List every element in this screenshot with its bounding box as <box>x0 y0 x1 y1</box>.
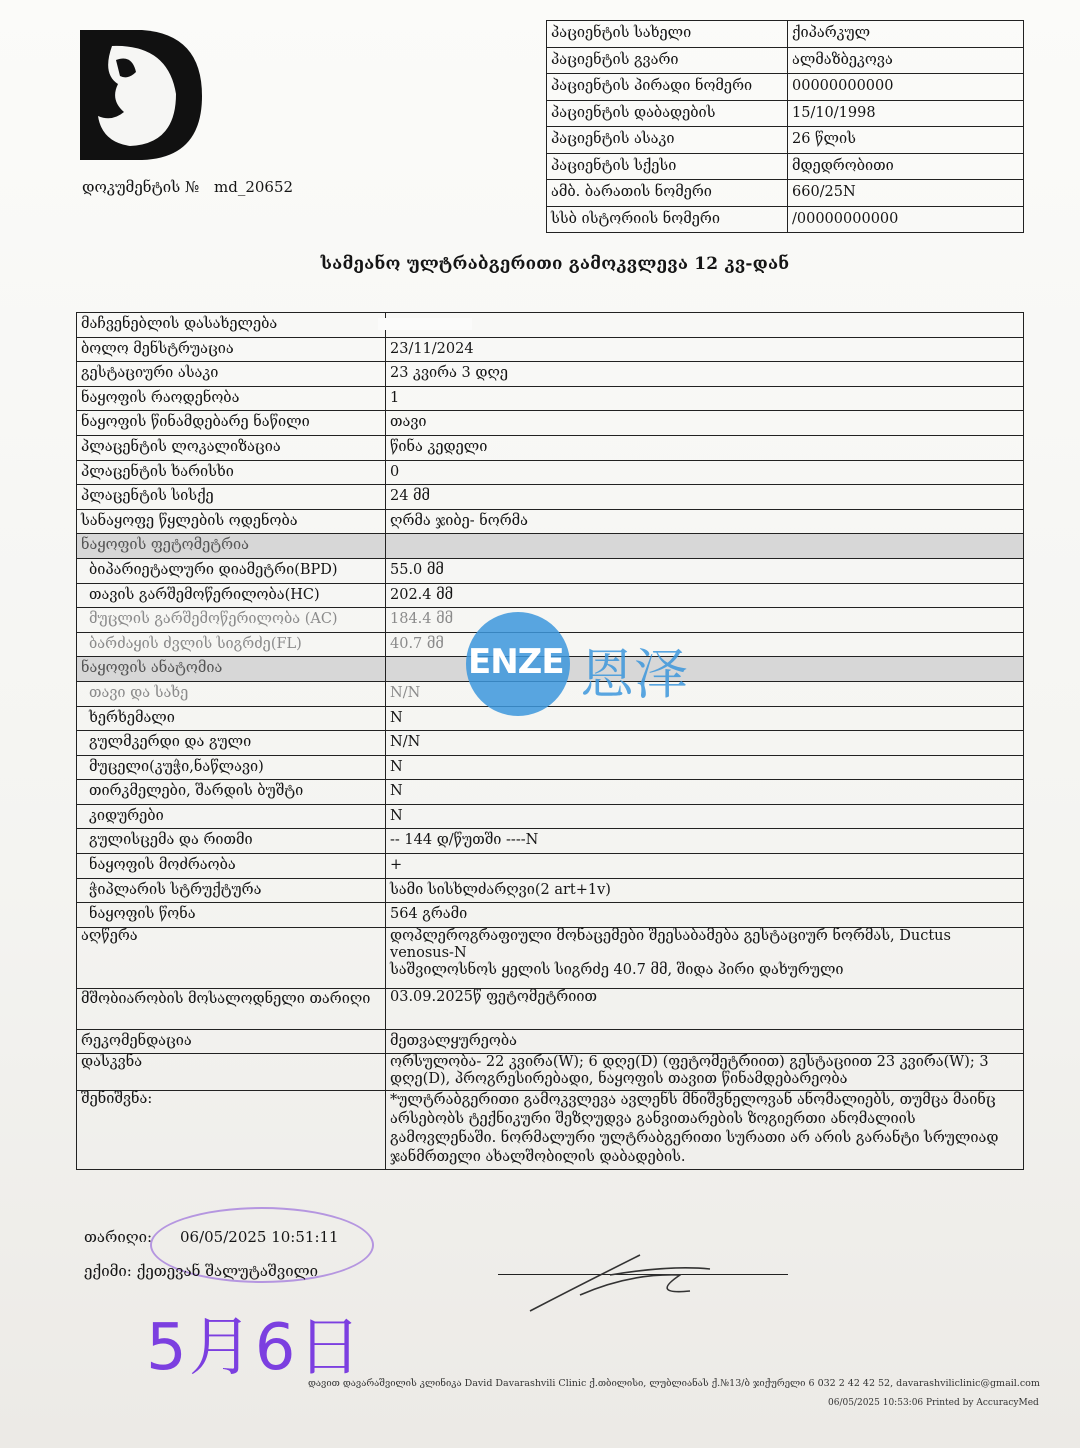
measurement-value: 1 <box>386 386 1024 411</box>
description-line2: საშვილოსნოს ყელის სიგრძე 40.7 მმ, შიდა პირი დახურული <box>390 961 844 978</box>
measurement-row <box>77 509 1024 534</box>
document-number-label: დოკუმენტის № <box>82 178 200 196</box>
doctor-name: ექიმი: ქეთევან შალუტაშვილი <box>84 1262 318 1280</box>
measurement-value: წინა კედელი <box>386 435 1024 460</box>
note-label: შენიშვნა: <box>77 1091 386 1170</box>
measurement-value: 23/11/2024 <box>386 337 1024 362</box>
recommendation-value: მეთვალყურეობა <box>386 1029 1024 1054</box>
measurement-value: 0 <box>386 460 1024 485</box>
redaction-patch <box>378 318 472 330</box>
measurement-row <box>77 534 1024 559</box>
patient-row <box>547 74 1024 101</box>
report-datetime: 06/05/2025 10:51:11 <box>180 1228 339 1246</box>
description-label: აღწერა <box>77 927 386 988</box>
patient-field-label: ამბ. ბარათის ნომერი <box>547 180 788 207</box>
measurement-row <box>77 780 1024 805</box>
conclusion-value: ორსულობა- 22 კვირა(W); 6 დღე(D) (ფეტომეტრიით) გესტაციით 23 კვირა(W); 3 დღე(D), პროგრესირებადი, ნაყოფის თავით წინამდებარეობა <box>386 1054 1024 1091</box>
measurement-value: 40.7 მმ <box>386 632 1024 657</box>
measurement-label: ნაყოფის ფეტომეტრია <box>77 534 386 559</box>
measurement-label: თავის გარშემოწერილობა(HC) <box>77 583 386 608</box>
measurement-row <box>77 903 1024 928</box>
measurement-row <box>77 313 1024 338</box>
measurement-value: 184.4 მმ <box>386 608 1024 633</box>
enze-watermark <box>466 612 706 716</box>
note-value: *ულტრაბგერითი გამოკვლევა ავლენს მნიშვნელოვან ანომალიებს, თუმცა მაინც არსებობს ტექნიკური შეზღუდვა განვითარების ზოგიერთი ანომალიის გამოვლენაში. ნორმალური ულტრაბგერითი სურათი არ არის გარანტი სრულიად ჯანმრთელი ახალშობილის დაბადების. <box>386 1091 1024 1170</box>
measurement-value: N <box>386 755 1024 780</box>
date-label: თარიღი: <box>84 1228 153 1246</box>
due-date-row <box>77 988 1024 1029</box>
measurement-label: ნაყოფის რაოდენობა <box>77 386 386 411</box>
patient-row <box>547 127 1024 154</box>
patient-row <box>547 153 1024 180</box>
patient-field-value: 15/10/1998 <box>788 100 1024 127</box>
measurement-label: ნაყოფის მოძრაობა <box>77 854 386 879</box>
note-row <box>77 1091 1024 1170</box>
measurement-label: ბიპარიეტალური დიამეტრი(BPD) <box>77 558 386 583</box>
measurement-value: + <box>386 854 1024 879</box>
patient-info-table <box>546 20 1024 233</box>
measurement-row <box>77 755 1024 780</box>
measurement-row <box>77 362 1024 387</box>
measurement-label: თავი და სახე <box>77 681 386 706</box>
document-number <box>82 178 293 196</box>
measurement-label: კიდურები <box>77 804 386 829</box>
clinic-logo <box>72 24 207 164</box>
measurement-value: სამი სისხლძარღვი(2 art+1v) <box>386 878 1024 903</box>
measurement-label: პლაცენტის სისქე <box>77 485 386 510</box>
measurement-value: N <box>386 780 1024 805</box>
measurement-value: -- 144 დ/წუთში ----N <box>386 829 1024 854</box>
measurement-row <box>77 485 1024 510</box>
measurement-label: სანაყოფე წყლების ოდენობა <box>77 509 386 534</box>
patient-row <box>547 21 1024 48</box>
measurement-value: 55.0 მმ <box>386 558 1024 583</box>
measurement-value: N/N <box>386 731 1024 756</box>
patient-row <box>547 206 1024 233</box>
measurement-value: N/N <box>386 681 1024 706</box>
measurement-value: 564 გრამი <box>386 903 1024 928</box>
conclusion-row <box>77 1054 1024 1091</box>
patient-field-value: 00000000000 <box>788 74 1024 101</box>
patient-row <box>547 100 1024 127</box>
measurement-row <box>77 583 1024 608</box>
measurement-row <box>77 435 1024 460</box>
measurement-row <box>77 411 1024 436</box>
patient-field-value: მდედრობითი <box>788 153 1024 180</box>
measurement-value: 202.4 მმ <box>386 583 1024 608</box>
measurement-label: თირკმელები, შარდის ბუშტი <box>77 780 386 805</box>
measurement-row <box>77 854 1024 879</box>
patient-field-label: პაციენტის სქესი <box>547 153 788 180</box>
patient-field-value: /00000000000 <box>788 206 1024 233</box>
patient-row <box>547 47 1024 74</box>
report-title: სამეანო ულტრაბგერითი გამოკვლევა 12 კვ-დან <box>320 254 790 274</box>
measurement-value: 24 მმ <box>386 485 1024 510</box>
measurement-label: ბარძაყის ძვლის სიგრძე(FL) <box>77 632 386 657</box>
measurement-label: ნაყოფის ანატომია <box>77 657 386 682</box>
patient-field-label: სსბ ისტორიის ნომერი <box>547 206 788 233</box>
watermark-latin: ENZE <box>468 642 564 682</box>
patient-field-label: პაციენტის ასაკი <box>547 127 788 154</box>
description-row <box>77 927 1024 988</box>
handwritten-date-annotation: 5月6日 <box>146 1311 364 1385</box>
measurement-row <box>77 804 1024 829</box>
measurement-value: 23 კვირა 3 დღე <box>386 362 1024 387</box>
measurement-row <box>77 731 1024 756</box>
watermark-cn: 恩泽 <box>580 643 688 706</box>
patient-field-label: პაციენტის სახელი <box>547 21 788 48</box>
due-date-label: მშობიარობის მოსალოდნელი თარიღი <box>77 988 386 1029</box>
clinic-footer: დავით დავარაშვილის კლინიკა David Davarashvili Clinic ქ.თბილისი, ლუბლიანას ქ.№13/ბ ჯიქურელი 6 032 2 42 42 52, davarashviliclinic@gmail.com <box>308 1378 1040 1389</box>
measurements-table <box>76 312 1024 1170</box>
patient-field-label: პაციენტის დაბადების <box>547 100 788 127</box>
measurement-label: მაჩვენებლის დასახელება <box>77 313 386 338</box>
patient-row <box>547 180 1024 207</box>
signature-scribble <box>520 1245 720 1315</box>
due-date-value: 03.09.2025წ ფეტომეტრიით <box>386 988 1024 1029</box>
patient-field-value: ალმაზბეკოვა <box>788 47 1024 74</box>
measurement-value: N <box>386 804 1024 829</box>
measurement-row <box>77 558 1024 583</box>
measurement-label: მუცლის გარშემოწერილობა (AC) <box>77 608 386 633</box>
recommendation-label: რეკომენდაცია <box>77 1029 386 1054</box>
measurement-label: პლაცენტის ლოკალიზაცია <box>77 435 386 460</box>
measurement-label: მუცელი(კუჭი,ნაწლავი) <box>77 755 386 780</box>
print-stamp: 06/05/2025 10:53:06 Printed by AccuracyMed <box>828 1398 1039 1408</box>
patient-field-value: ქიპარკულ <box>788 21 1024 48</box>
measurement-label: ნაყოფის წინამდებარე ნაწილი <box>77 411 386 436</box>
measurement-value: თავი <box>386 411 1024 436</box>
measurement-label: ხერხემალი <box>77 706 386 731</box>
measurement-label: ჭიპლარის სტრუქტურა <box>77 878 386 903</box>
measurement-row <box>77 829 1024 854</box>
measurement-row <box>77 878 1024 903</box>
measurement-label: ნაყოფის წონა <box>77 903 386 928</box>
measurement-row <box>77 337 1024 362</box>
measurement-label: გესტაციური ასაკი <box>77 362 386 387</box>
measurement-label: ბოლო მენსტრუაცია <box>77 337 386 362</box>
measurement-row <box>77 386 1024 411</box>
measurement-value: N <box>386 706 1024 731</box>
measurement-label: გულმკერდი და გული <box>77 731 386 756</box>
description-line1: დოპლეროგრაფიული მონაცემები შეესაბამება გესტაციურ ნორმას, Ductus venosus-N <box>390 927 951 961</box>
patient-field-label: პაციენტის პირადი ნომერი <box>547 74 788 101</box>
conclusion-label: დასკვნა <box>77 1054 386 1091</box>
measurement-label: გულისცემა და რითმი <box>77 829 386 854</box>
measurement-value: ღრმა ჯიბე- ნორმა <box>386 509 1024 534</box>
patient-field-value: 660/25N <box>788 180 1024 207</box>
recommendation-row <box>77 1029 1024 1054</box>
measurement-row <box>77 460 1024 485</box>
measurement-value <box>386 313 1024 338</box>
patient-field-value: 26 წლის <box>788 127 1024 154</box>
measurement-value <box>386 534 1024 559</box>
document-number-value: md_20652 <box>214 178 294 196</box>
patient-field-label: პაციენტის გვარი <box>547 47 788 74</box>
measurement-label: პლაცენტის ხარისხი <box>77 460 386 485</box>
